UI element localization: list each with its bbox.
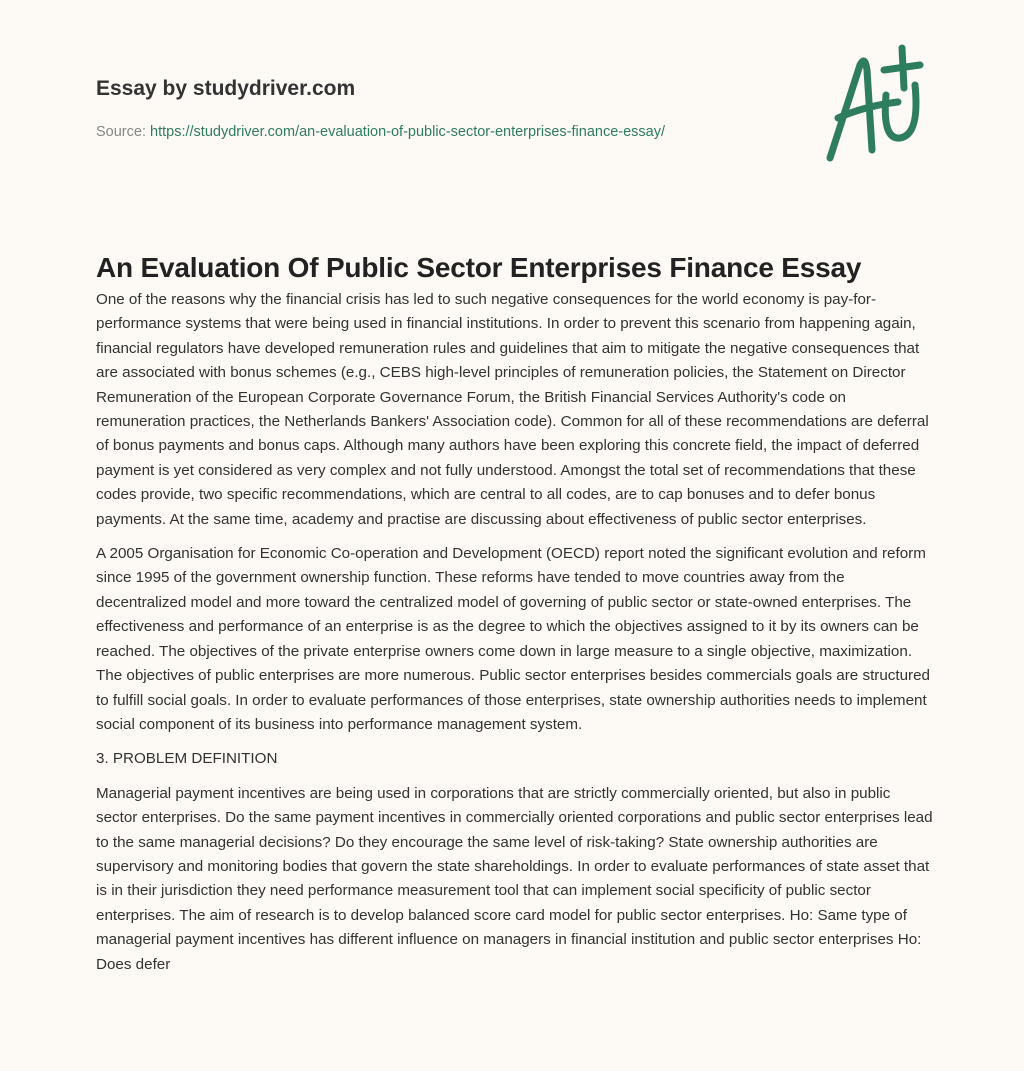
paragraph: A 2005 Organisation for Economic Co-operation and Development (OECD) report noted the significant evolution and reform since 1995 of the government ownership function. These reforms have tended to move countries away from the decentralized model and more toward the centralized model of governing of public sector or state-owned enterprises. The effectiveness and performance of an enterprise is as the degree to which the objectives assigned to it by its owners can be reached. The objectives of the private enterprise owners come down in large measure to a single objective, maximization. The objectives of public enterprises are more numerous. Public sector enterprises besides commercials goals are structured to fulfill social goals. In order to evaluate performances of those enterprises, state ownership authorities needs to implement social component of its business into performance management system. — [96, 545, 930, 733]
article-title: An Evaluation Of Public Sector Enterprises Finance Essay — [96, 252, 862, 283]
paragraph: Managerial payment incentives are being used in corporations that are strictly commercially oriented, but also in public sector enterprises. Do the same payment incentives in commercially oriented corporations and public sector enterprises lead to the same managerial decisions? Do they encourage the same level of risk-taking? State ownership authorities are supervisory and monitoring bodies that govern the state shareholdings. In order to evaluate performances of state asset that is in their jurisdiction they need performance measurement tool that can implement social specificity of public sector enterprises. The aim of research is to develop balanced score card model for public sector enterprises. Ho: Same type of managerial payment incentives has different influence on managers in financial institution and public sector enterprises Ho: Does defer — [96, 784, 933, 973]
source-line — [96, 124, 665, 140]
a-plus-logo-icon — [820, 40, 930, 165]
site-brand: Essay by studydriver.com — [96, 77, 356, 100]
paragraph: One of the reasons why the financial crisis has led to such negative consequences for the world economy is pay-for-performance systems that were being used in financial institutions. In order to prevent this scenario from happening again, financial regulators have developed remuneration rules and guidelines that aim to mitigate the negative consequences that are associated with bonus schemes (e.g., CEBS high-level principles of remuneration policies, the Statement on Director Remuneration of the European Corporate Governance Forum, the British Financial Services Authority's code on remuneration practices, the Netherlands Bankers' Association code). Common for all of these recommendations are deferral of bonus payments and bonus caps. Although many authors have been exploring this concrete field, the impact of deferred payment is yet considered as very complex and not fully understood. Amongst the total set of recommendations that these codes provide, two specific recommendations, which are central to all codes, are to cap bonuses and to defer bonus payments. At the same time, academy and practise are discussing about effectiveness of public sector enterprises. — [96, 291, 929, 528]
article-body — [96, 288, 934, 987]
source-link[interactable]: https://studydriver.com/an-evaluation-of-public-sector-enterprises-finance-essay/ — [150, 124, 665, 140]
source-label: Source: — [96, 124, 146, 140]
header — [0, 0, 1024, 200]
section-heading: 3. PROBLEM DEFINITION — [96, 750, 278, 768]
